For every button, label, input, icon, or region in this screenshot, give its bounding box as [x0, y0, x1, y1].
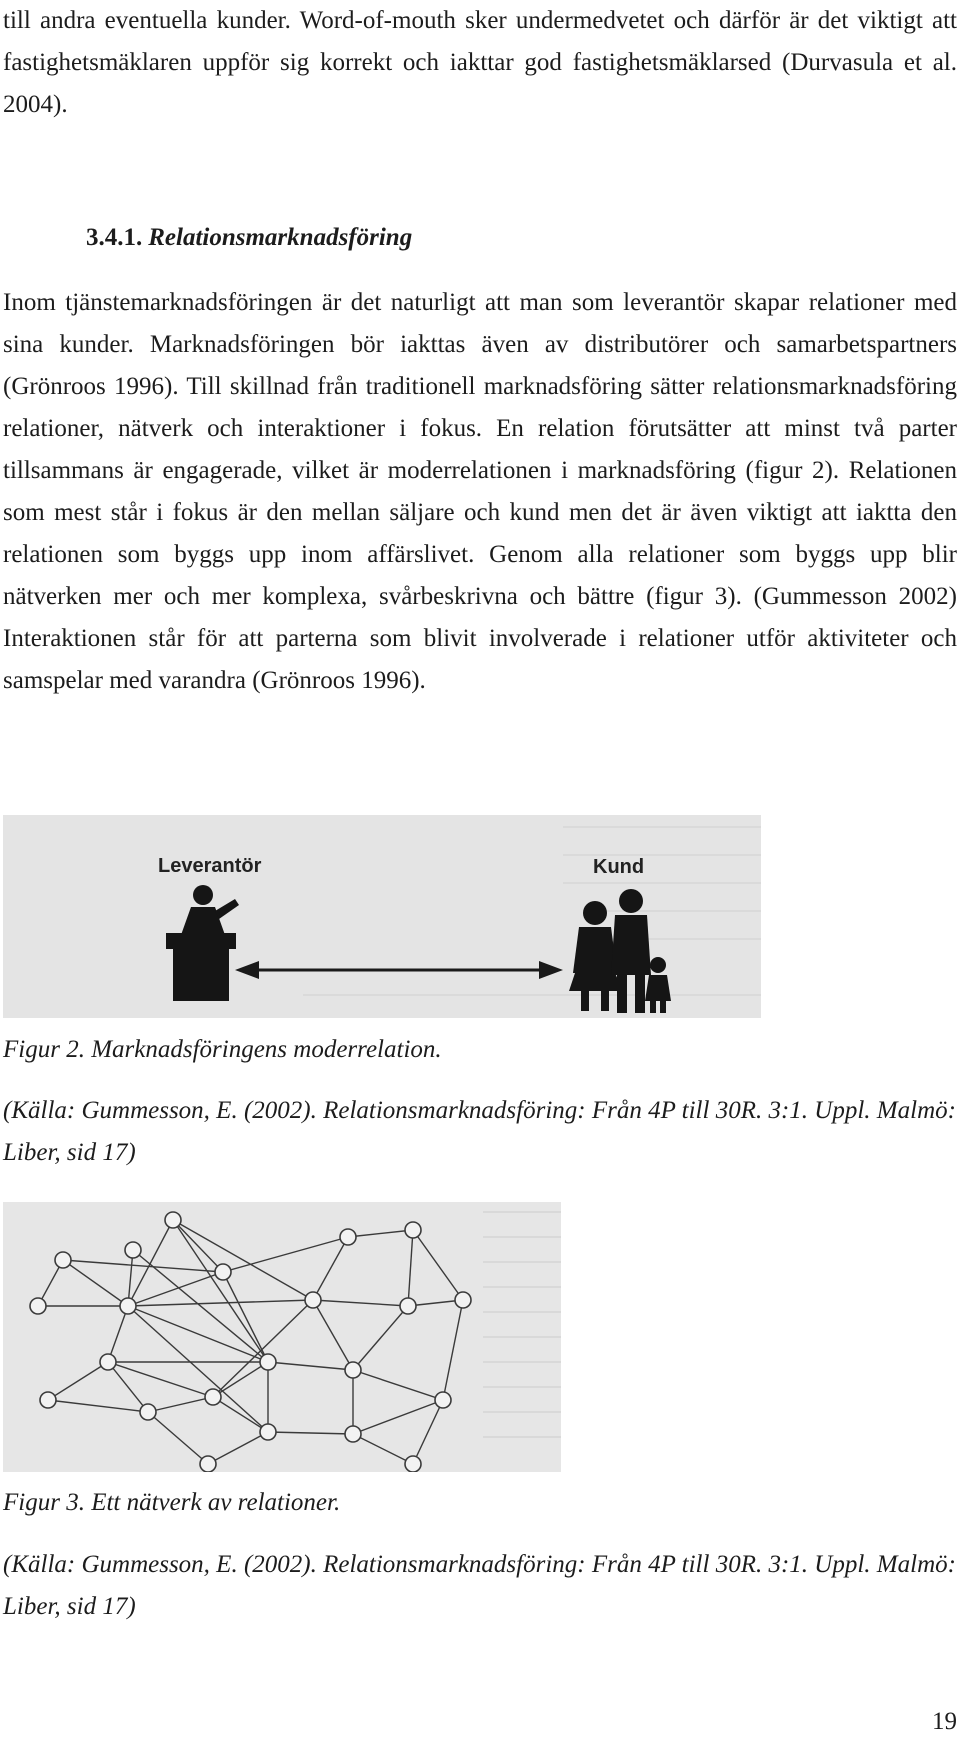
figure-3-caption: Figur 3. Ett nätverk av relationer. — [3, 1489, 341, 1516]
body-paragraph: Inom tjänstemarknadsföringen är det naturligt att man som leverantör skapar relationer med sina kunder. Marknadsföringen bör iakttas även av distributörer och samarbetspartners (Grönroos 1996). Till skillnad från traditionell marknadsföring sätter relationsmarknadsföring relationer, nätverk och interaktioner i fokus. En relation förutsätter att minst två parter tillsammans är engagerade, vilket är moderrelationen i marknadsföring (figur 2). Relationen som mest står i fokus är den mellan säljare och kund men det är även viktigt att iaktta den relationen som byggs upp inom affärslivet. Genom alla relationer som byggs upp blir nätverken mer och mer komplexa, svårbeskrivna och bättre (figur 3). (Gummesson 2002) Interaktionen står för att parterna som blivit involverade i relationer utför aktiviteter och samspelar med varandra (Grönroos 1996). — [3, 289, 957, 694]
figure-2-source: (Källa: Gummesson, E. (2002). Relationsmarknadsföring: Från 4P till 30R. 3:1. Uppl. Malmö: Liber, sid 17) — [3, 1097, 956, 1166]
figure-3-image — [3, 1202, 561, 1472]
label-customer: Kund — [593, 856, 645, 878]
intro-paragraph: till andra eventuella kunder. Word-of-mouth sker undermedvetet och därför är det viktigt att fastighetsmäklaren uppför sig korrekt och iakttar god fastighetsmäklarsed (Durvasula et al. 2004). — [3, 7, 957, 118]
figure-2-image — [3, 815, 761, 1018]
section-number: 3.4.1. — [86, 224, 143, 251]
figure-2-caption: Figur 2. Marknadsföringens moderrelation. — [3, 1036, 442, 1063]
figure-2-illustration — [3, 815, 761, 1018]
section-title: Relationsmarknadsföring — [148, 224, 413, 251]
section-heading — [86, 218, 412, 258]
label-supplier: Leverantör — [158, 855, 262, 877]
page-number: 19 — [932, 1708, 957, 1735]
figure-3-network-diagram — [3, 1202, 561, 1472]
figure-3-source: (Källa: Gummesson, E. (2002). Relationsmarknadsföring: Från 4P till 30R. 3:1. Uppl. Malmö: Liber, sid 17) — [3, 1551, 956, 1620]
